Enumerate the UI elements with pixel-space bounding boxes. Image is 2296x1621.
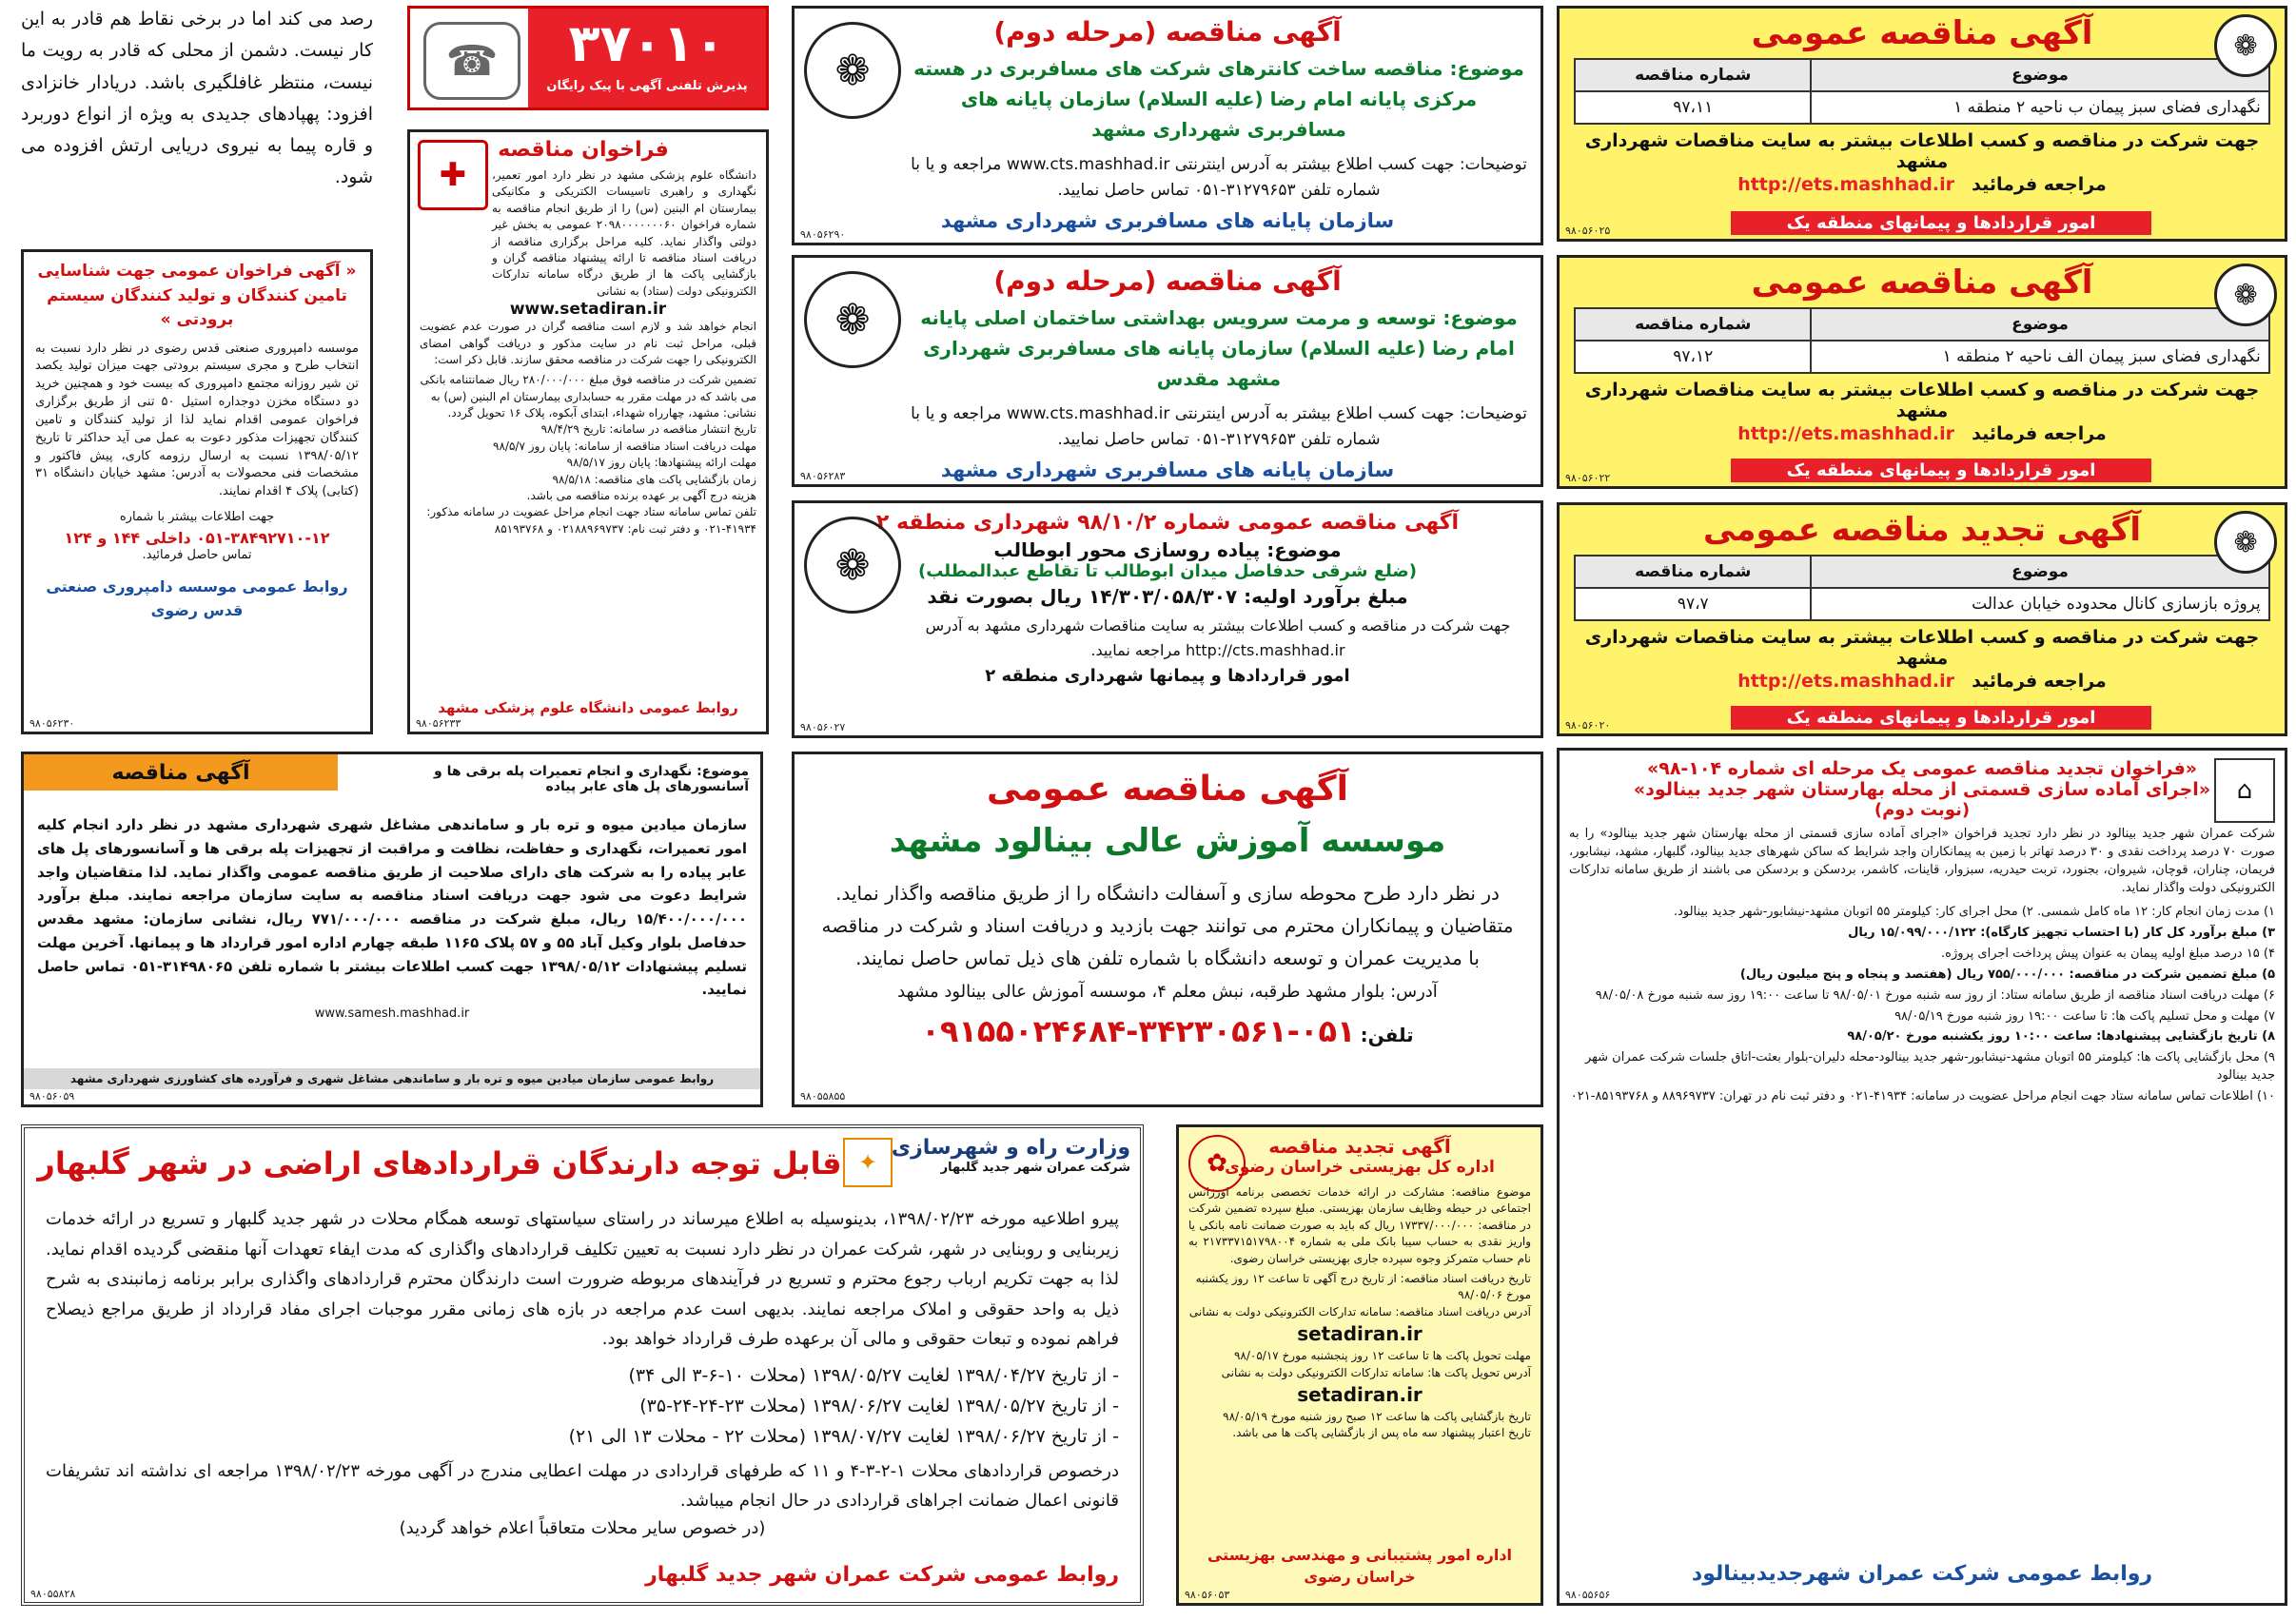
ad-code: ۹۸۰۵۵۸۵۵ <box>800 1090 846 1103</box>
tender-item: ۶) مهلت دریافت اسناد مناقصه از طریق سامانه ستاد: از روز سه شنبه مورخ ۹۸/۰۵/۰۱ تا ساعت ۱۹:۰۰ روز سه شنبه مورخ ۹۸/۰۵/۰۸ <box>1595 987 2275 1003</box>
tender-ad-green-space-b <box>1557 6 2287 242</box>
ad-footer: روابط عمومی دانشگاه علوم پزشکی مشهد <box>438 699 738 716</box>
ad-item: آدرس تحویل پاکت ها: سامانه تدارکات الکترونیکی دولت به نشانی <box>1221 1365 1531 1379</box>
ad-code: ۹۸۰۵۵۸۲۸ <box>30 1588 76 1600</box>
ad-footer: امور قراردادها و پیمانها شهرداری منطقه ۲ <box>985 666 1350 687</box>
ad-description: توضیحات: جهت کسب اطلاع بیشتر به آدرس اینترنتی www.cts.mashhad.ir مراجعه و یا با شماره تلفن ۳۱۲۷۹۶۵۳-۰۵۱ تماس حاصل نمایید. <box>911 404 1527 450</box>
news-column <box>21 4 373 223</box>
ad-title: آگهی مناقصه عمومی <box>987 770 1348 809</box>
municipality-logo: ❁ <box>804 271 901 368</box>
refer-text: مراجعه فرمائید <box>1972 671 2107 692</box>
col-subject: موضوع <box>1811 556 2268 588</box>
ad-footer: سازمان پایانه های مسافربری شهرداری مشهد <box>940 209 1395 233</box>
tender-round: (نوبت دوم) <box>1874 800 1971 820</box>
ministry-brand <box>892 1136 1130 1178</box>
ad-item: تاریخ بازگشایی پاکت ها ساعت ۱۲ صبح روز شنبه مورخ ۹۸/۰۵/۱۹ <box>1223 1409 1531 1423</box>
notice-note: (در خصوص سایر محلات متعاقباً اعلام خواهد گردید) <box>399 1517 766 1538</box>
ad-estimate: مبلغ برآورد اولیه: ۱۴/۳۰۳/۰۵۸/۳۰۷ ریال بصورت نقد <box>927 585 1408 608</box>
elevator-tender <box>21 752 763 1107</box>
ad-title: آگهی تجدید مناقصه عمومی <box>1703 511 2141 549</box>
ad-footer: سازمان پایانه های مسافربری شهرداری مشهد <box>940 459 1395 482</box>
ad-footer: اداره امور پشتیبانی و مهندسی بهزیستی خراسان رضوی <box>1207 1546 1513 1586</box>
ad-body: دانشگاه علوم پزشکی مشهد در نظر دارد امور تعمیر، نگهداری و راهبری تاسیسات الکتریکی و مکانیکی بیمارستان ام البنین (س) را از طریق انجام مناقصه به شماره فراخوان ۲۰۹۸۰۰۰۰۰۰۰۶۰ عمومی به بخش غیر دولتی واگذار نماید. کلیه مراحل برگزاری مناقصه از دریافت اسناد مناقصه تا ارائه پیشنهاد مناقصه گران و بازگشایی پاکت ها از طریق درگاه سامانه تدارکات الکترونیکی دولت (ستاد) به نشانی <box>492 168 756 298</box>
ad-subject: موضوع: پیاده روسازی محور ابوطالب <box>993 538 1342 561</box>
tender-item: ۷) مهلت و محل تسلیم پاکت ها: تا ساعت ۱۹:۰۰ روز شنبه مورخ ۹۸/۰۵/۱۹ <box>1894 1008 2275 1024</box>
municipality-logo: ❁ <box>804 517 901 614</box>
tender-item: ۳) مبلغ برآورد کل کار (با احتساب تجهیز کارگاه): ۱۵/۰۹۹/۰۰۰/۱۲۲ ریال <box>1848 926 2275 941</box>
ad-subject: موضوع: مناقصه ساخت کانترهای شرکت های مسافربری در هسته مرکزی پایانه امام رضا (علیه السلام) سازمان پایانه های مسافربری شهرداری مشهد <box>913 57 1524 141</box>
ad-title: آگهی مناقصه (مرحله دوم) <box>993 265 1342 297</box>
tender-subject: نگهداری فضای سبز پیمان ب ناحیه ۲ منطقه ۱ <box>1811 91 2268 124</box>
ad-items <box>410 368 766 541</box>
ad-item: مهلت تحویل پاکت ها تا ساعت ۱۲ روز پنجشنبه مورخ ۹۸/۰۵/۱۷ <box>1233 1349 1531 1363</box>
municipality-logo: ❁ <box>2214 14 2277 77</box>
ad-title: آگهی مناقصه عمومی شماره ۹۸/۱۰/۲ شهرداری منطقه ۲ <box>875 511 1460 535</box>
ad-body: با مدیریت عمران و توسعه دانشگاه با شماره تلفن های ذیل تماس حاصل نمایند. <box>855 947 1480 969</box>
ad-header: آگهی مناقصه <box>111 760 250 785</box>
ad-body: در نظر دارد طرح محوطه سازی و آسفالت دانشگاه را از طریق مناقصه واگذار نماید. <box>835 882 1500 905</box>
welfare-logo: ✿ <box>1188 1135 1246 1192</box>
ad-code: ۹۸۰۵۶۲۸۳ <box>800 470 846 482</box>
welfare-tender <box>1176 1124 1543 1606</box>
ad-item: زمان بازگشایی پاکت های مناقصه: ۹۸/۵/۱۸ <box>552 472 756 486</box>
tender-ad-green-space-a <box>1557 255 2287 489</box>
col-subject: موضوع <box>1811 308 2268 341</box>
tender-table <box>1574 58 2270 125</box>
tender-title: «فراخوان تجدید مناقصه عمومی یک مرحله ای شماره ۱۰۴-۹۸» <box>1646 758 2198 779</box>
dairy-institute-call <box>21 249 373 734</box>
tender-item: ۴) ۱۵ درصد مبلغ اولیه پیمان به عنوان پیش پرداخت اجرای پروژه. <box>1941 947 2275 962</box>
tender-subject: پروژه بازسازی کانال محدوده خیابان عدالت <box>1811 588 2268 620</box>
ad-subject-detail: (ضلع شرقی حدفاصل میدان ابوطالب تا تقاطع عبدالمطلب) <box>917 561 1417 581</box>
info-label: جهت اطلاعات بیشتر با شماره <box>119 510 275 525</box>
ad-body: سازمان میادین میوه و تره بار و ساماندهی مشاغل شهری شهرداری مشهد در نظر دارد انجام کلیه امور تعمیرات، نگهداری و حفاظت، نظافت و مراقبت از تجهیزات پله برقی ها و آسانسورهای پل های عابر پیاده را به شرکت های دارای صلاحیت از طریق مناقصه عمومی واگذار نماید. لذا متقاضیان واجد شرایط دعوت می شود جهت دریافت اسناد مناقصه به سایت سازمان مراجعه نمایند. مبلغ برآورد ۱۵/۴۰۰/۰۰۰/۰۰۰ ریال، مبلغ شرکت در مناقصه ۷۷۱/۰۰۰/۰۰۰ ریال، نشانی سازمان: مشهد مقدس حدفاصل بلوار وکیل آباد ۵۵ و ۵۷ پلاک ۱۱۶۵ طبقه چهارم اداره امور قرارداد ها و پیمانها. آخرین مهلت تسلیم پیشنهادات ۱۳۹۸/۰۵/۱۲ جهت کسب اطلاعات بیشتر با شماره تلفن ۳۱۴۹۸۰۶۵-۰۵۱ تماس حاصل نمایید. <box>37 816 747 999</box>
ad-code: ۹۸۰۵۶۰۵۳ <box>1185 1589 1230 1601</box>
ad-description: جهت شرکت در مناقصه و کسب اطلاعات بیشتر به سایت مناقصات شهرداری مشهد به آدرس http://cts.mashhad.ir مراجعه نمایید. <box>925 616 1511 659</box>
ad-footer: روابط عمومی سازمان میادین میوه و تره بار و ساماندهی مشاغل شهری و فرآورده های کشاورزی شهرداری مشهد <box>24 1068 760 1089</box>
news-text: رصد می کند اما در برخی نقاط هم قادر به این کار نیست. دشمن از محلی که قادر به رویت ما نیست، منتظر غافلگیری باشد. دریادار خانزادی افزود: پهپادهای جدیدی به ویژه از انواع دوربرد و قاره پیما به نیروی دریایی ارتش افزوده می شود. <box>21 9 373 188</box>
tender-item: ۱) مدت زمان انجام کار: ۱۲ ماه کامل شمسی. ۲) محل اجرای کار: کیلومتر ۵۵ اتوبان مشهد-نیشابور-شهر جدید بینالود. <box>1673 905 2275 920</box>
ad-title: فراخوان مناقصه <box>498 138 669 162</box>
phone-label: تلفن: <box>1360 1023 1414 1046</box>
ad-item: مهلت ارائه پیشنهادها: پایان روز ۹۸/۵/۱۷ <box>566 456 756 470</box>
ad-footer: روابط عمومی موسسه دامپروری صنعتی قدس رضوی <box>46 576 348 620</box>
contact-text: تماس حاصل فرمائید. <box>142 547 252 562</box>
ad-subject: موضوع: توسعه و مرمت سرویس بهداشتی ساختمان اصلی پایانه امام رضا (علیه السلام) سازمان پایانه های مسافربری شهرداری مشهد مقدس <box>920 306 1518 390</box>
ad-code: ۹۸۰۵۶۲۹۰ <box>800 228 846 241</box>
ad-code: ۹۸۰۵۶۰۵۹ <box>29 1090 75 1103</box>
col-number: شماره مناقصه <box>1575 556 1811 588</box>
tender-link[interactable]: http://ets.mashhad.ir <box>1737 423 1954 444</box>
tender-table <box>1574 555 2270 621</box>
ad-org: اداره کل بهزیستی خراسان رضوی <box>1225 1158 1495 1177</box>
tender-number: ۹۷،۱۱ <box>1575 91 1811 124</box>
tender-number: ۹۷،۷ <box>1575 588 1811 620</box>
setad-link[interactable]: setadiran.ir <box>1297 1382 1423 1406</box>
ad-title: آگهی تجدید مناقصه <box>1268 1135 1451 1158</box>
tender-item: ۸) تاریخ بازگشایی پیشنهادها: ساعت ۱۰:۰۰ روز یکشنبه مورخ ۹۸/۰۵/۲۰ <box>1847 1029 2275 1045</box>
schedule-list <box>25 1355 1140 1458</box>
tender-ad-renewal-canal <box>1557 502 2287 736</box>
ad-body: متقاضیان و پیمانکاران محترم می توانند جهت بازدید و دریافت اسناد و شرکت در مناقصه <box>821 914 1514 937</box>
ad-footer: امور قراردادها و پیمانهای منطقه یک <box>1731 211 2151 235</box>
ad-description: توضیحات: جهت کسب اطلاع بیشتر به آدرس اینترنتی www.cts.mashhad.ir مراجعه و یا با شماره تلفن ۳۱۲۷۹۶۵۳-۰۵۱ تماس حاصل نمایید. <box>911 155 1527 201</box>
ad-item: تاریخ انتشار مناقصه در سامانه: تاریخ ۹۸/۴/۲۹ <box>540 422 756 437</box>
phone-number: ۰۵۱-۳۴۲۳۰۵۶۱-۰۹۱۵۵۰۲۴۶۸۴ <box>921 1012 1356 1049</box>
ad-code: ۹۸۰۵۵۶۵۶ <box>1565 1589 1611 1601</box>
institute-name: موسسه آموزش عالی بینالود مشهد <box>889 822 1446 860</box>
notice-footer: روابط عمومی شرکت عمران شهر جدید گلبهار <box>645 1563 1119 1587</box>
col-number: شماره مناقصه <box>1575 59 1811 91</box>
ad-item: تاریخ اعتبار پیشنهاد سه ماه پس از بازگشایی پاکت ها می باشد. <box>1232 1426 1531 1440</box>
ad-code: ۹۸۰۵۶۰۲۲ <box>1565 472 1611 484</box>
tender-link[interactable]: http://ets.mashhad.ir <box>1737 174 1954 195</box>
ad-code: ۹۸۰۵۶۰۲۵ <box>1565 225 1611 237</box>
municipality-logo: ❁ <box>804 22 901 119</box>
medical-university-tender <box>407 129 769 734</box>
tender-footer: روابط عمومی شرکت عمران شهرجدیدبینالود <box>1691 1562 2153 1586</box>
tender-subject: نگهداری فضای سبز پیمان الف ناحیه ۲ منطقه ۱ <box>1811 341 2268 373</box>
ad-notice: جهت شرکت در مناقصه و کسب اطلاعات بیشتر به سایت مناقصات شهرداری مشهد <box>1584 130 2260 172</box>
ad-notice: جهت شرکت در مناقصه و کسب اطلاعات بیشتر به سایت مناقصات شهرداری مشهد <box>1584 380 2260 421</box>
setad-link[interactable]: setadiran.ir <box>1297 1322 1423 1346</box>
ad-code: ۹۸۰۵۶۲۳۳ <box>416 717 461 730</box>
phone-banner <box>407 6 769 110</box>
tender-item: ۵) مبلغ تضمین شرکت در مناقصه: ۷۵۵/۰۰۰/۰۰۰ ریال (هفتصد و پنجاه و پنج میلیون ریال) <box>1739 967 2275 982</box>
tender-link[interactable]: http://ets.mashhad.ir <box>1737 671 1954 692</box>
ad-footer: امور قراردادها و پیمانهای منطقه یک <box>1731 459 2151 482</box>
ad-phone: ۰۵۱-۳۸۴۹۲۷۱۰-۱۲ داخلی ۱۴۴ و ۱۲۴ <box>64 528 330 547</box>
binalood-city-tender <box>1557 748 2287 1606</box>
schedule-item: - از تاریخ ۱۳۹۸/۰۵/۲۷ لغایت ۱۳۹۸/۰۶/۲۷ (محلات ۲۳-۲۴-۲۴-۳۵) <box>639 1395 1119 1416</box>
ad-item: هزینه درج آگهی بر عهده برنده مناقصه می باشد. <box>526 489 756 503</box>
col-subject: موضوع <box>1811 59 2268 91</box>
ministry-logo: ✦ <box>843 1138 893 1187</box>
notice-body: درخصوص قراردادهای محلات ۱-۲-۳-۴ و ۱۱ که طرفهای قراردادی در مهلت اعطایی مندرج در آگهی مورخه ۱۳۹۸/۰۲/۲۳ مراجعه ای نداشته اند تشریفات قانونی اعمال ضمانت اجراهای قراردادی در حال انجام میباشد. <box>46 1461 1119 1511</box>
banner-subtitle: پذیرش تلفنی آگهی با پیک رایگان <box>546 79 748 93</box>
ad-code: ۹۸۰۵۶۰۲۰ <box>1565 719 1611 732</box>
binalood-institute-tender <box>792 752 1543 1107</box>
ad-title: « آگهی فراخوان عمومی جهت شناسایی تامین کنندگان و تولید کنندگان سیستم برودتی » <box>37 262 357 329</box>
ad-title: آگهی مناقصه (مرحله دوم) <box>993 16 1342 48</box>
refer-text: مراجعه فرمائید <box>1972 174 2107 195</box>
golbahar-notice <box>21 1124 1144 1606</box>
ad-item: تلفن تماس سامانه ستاد جهت انجام مراحل عضویت در سامانه مذکور: ۴۱۹۳۴-۰۲۱ و دفتر ثبت نام: ۰۲۱۸۸۹۶۹۷۳۷ و ۸۵۱۹۳۷۶۸ <box>426 505 756 536</box>
tender-item: ۱۰) اطلاعات تماس سامانه ستاد جهت انجام مراحل عضویت در سامانه: ۴۱۹۳۴-۰۲۱ و دفتر ثبت نام در تهران: ۸۸۹۶۹۷۳۷ و ۸۵۱۹۳۷۶۸-۰۲۱ <box>1570 1088 2275 1103</box>
company-name: شرکت عمران شهر جدید گلبهار <box>940 1161 1130 1175</box>
tender-subtitle: «اجرای آماده سازی قسمتی از محله بهارستان شهر جدید بینالود» <box>1633 779 2211 800</box>
ministry-name: وزارت راه و شهرسازی <box>891 1136 1130 1160</box>
col-number: شماره مناقصه <box>1575 308 1811 341</box>
tender-item: ۹) محل بازگشایی پاکت ها: کیلومتر ۵۵ اتوبان مشهد-نیشابور-شهر جدید بینالود-محله دلیران-بلوار بعثت-اتاق جلسات شرکت عمران شهر جدید بینالود <box>1584 1050 2275 1084</box>
notice-title: قابل توجه دارندگان قراردادهای اراضی در شهر گلبهار <box>37 1145 842 1182</box>
ad-footer: امور قراردادها و پیمانهای منطقه یک <box>1731 706 2151 730</box>
terminal-tender-counters <box>792 6 1543 245</box>
tender-number: ۹۷،۱۲ <box>1575 341 1811 373</box>
schedule-item: - از تاریخ ۱۳۹۸/۰۴/۲۷ لغایت ۱۳۹۸/۰۵/۲۷ (محلات ۱۰-۶-۳ الی ۳۴) <box>628 1364 1119 1386</box>
ad-item: آدرس دریافت اسناد مناقصه: سامانه تدارکات الکترونیکی دولت به نشانی <box>1188 1304 1531 1318</box>
ad-code: ۹۸۰۵۶۲۳۰ <box>29 717 75 730</box>
ad-title: آگهی مناقصه عمومی <box>1751 264 2093 302</box>
municipality-logo: ❁ <box>2214 264 2277 326</box>
tender-body: شرکت عمران شهر جدید بینالود در نظر دارد تجدید فراخوان «اجرای آماده سازی قسمتی از محله بهارستان شهر جدید بینالود» را به صورت ۷۰ درصد پرداخت نقدی و ۳۰ درصد تهاتر با زمین به پیمانکاران واجد شرایط که ساکن شهرهای جدید بینالود، گلبهار، مشهد، نیشابور، فریمان، چناران، قوچان، شیروان، بجنورد، تربت حیدریه، سبزوار، قاینات، کاشمر، بردسکن و بردسکن می باشند از طریق سامانه تدارکات الکترونیکی دولت واگذار نماید. <box>1569 827 2276 895</box>
tender-items <box>1560 897 2285 1112</box>
ad-address: آدرس: بلوار مشهد طرقبه، نبش معلم ۴، موسسه آموزش عالی بینالود مشهد <box>897 982 1438 1002</box>
university-logo: ✚ <box>418 140 488 210</box>
ad-notice: جهت شرکت در مناقصه و کسب اطلاعات بیشتر به سایت مناقصات شهرداری مشهد <box>1584 627 2260 669</box>
ad-item: مهلت دریافت اسناد مناقصه از سامانه: پایان روز ۹۸/۵/۷ <box>493 439 756 453</box>
ad-code: ۹۸۰۵۶۰۲۷ <box>800 721 846 733</box>
ad-item: تاریخ دریافت اسناد مناقصه: از تاریخ درج آگهی تا ساعت ۱۲ روز یکشنبه مورخ ۹۸/۰۵/۰۶ <box>1195 1271 1531 1302</box>
ad-title: آگهی مناقصه عمومی <box>1751 14 2093 52</box>
ad-body: موضوع مناقصه: مشارکت در ارائه خدمات تخصصی برنامه اورژانس اجتماعی در حیطه وظایف سازمان بهزیستی. مبلغ سپرده تضمین شرکت در مناقصه: ۱۷۳۳۷/۰۰۰/۰۰۰ ریال که باید به صورت ضمانت نامه بانکی یا واریز نقدی به حساب سیبا بانک ملی به شماره ۲۱۷۳۳۷۱۵۱۷۹۸۰۰۴ به نام حساب متمرکز وجوه سپرده جاری بهزیستی خراسان رضوی. <box>1188 1185 1532 1265</box>
tender-table <box>1574 307 2270 374</box>
banner-number: ۳۷۰۱۰ <box>568 13 726 73</box>
notice-body: پیرو اطلاعیه مورخه ۱۳۹۸/۰۲/۲۳، بدینوسیله به اطلاع میرساند در راستای سیاستهای توسعه همگام محلات در شهر جدید گلبهار و تسریع در ارائه خدمات زیربنایی و روبنایی در شهر، شرکت عمران در نظر دارد نسبت به تعیین تکلیف قراردادهای واگذاری که مدت ایفاء تعهدات آنها منقضی گردیده اقدام نماید. لذا به جهت تکریم ارباب رجوع محترم و تسریع در فرآیندهای مربوطه ضرورت است دارندگان محترم قراردادهای واگذاری برابر برنامه زمانبندی به شرح ذیل به واحد حقوقی و املاک مراجعه نمایند. بدیهی است عدم مراجعه در بازه های زمانی مقرر موجبات اجرای مفاد قرارداد از طریق مراجع ذیصلاح فراهم نموده و تبعات حقوقی و مالی آن برعهده طرف قرارداد خواهد بود. <box>46 1209 1120 1349</box>
ad-items <box>1179 1267 1540 1446</box>
schedule-item: - از تاریخ ۱۳۹۸/۰۶/۲۷ لغایت ۱۳۹۸/۰۷/۲۷ (محلات ۲۲ - محلات ۱۳ الی ۲۱) <box>568 1426 1119 1448</box>
ad-subject: موضوع: نگهداری و انجام تعمیرات پله برقی ها و آسانسورهای پل های عابر پیاده <box>434 764 749 794</box>
binalood-logo: ⌂ <box>2214 758 2275 823</box>
refer-text: مراجعه فرمائید <box>1972 423 2107 444</box>
ad-body: موسسه دامپروری صنعتی قدس رضوی در نظر دارد نسبت به انتخاب طرح و مجری سیستم برودتی جهت میزان تولید یکصد تن شیر روزانه مجتمع دامپروری که بیست خود و همچنین خرید دو دستگاه مخزن دوجداره استیل ۵۰ تنی از طریق برگزاری فراخوان عمومی اقدام نماید لذا از تولید کنندگان و تامین کنندگان تجهیزات مذکور دعوت به عمل می آید حداکثر تا تاریخ ۱۳۹۸/۰۵/۱۲ نسبت به ارسال رزومه کاری، پیش فاکتور و مشخصات فنی محصولات به آدرس: مشهد خیابان دانشگاه ۳۱ (کتابی) پلاک ۴ اقدام نمایند. <box>35 341 359 499</box>
ad-item: تضمین شرکت در مناقصه فوق مبلغ ۲۸۰/۰۰۰/۰۰۰ ریال ضمانتنامه بانکی می باشد که در مهلت مقرر به حسابداری بیمارستان ام البنین (س) به نشانی: مشهد، چهارراه شهداء، ابتدای آبکوه، پلاک ۱۶ تحویل گردد. <box>420 373 756 420</box>
setad-link[interactable]: www.setadiran.ir <box>509 300 667 320</box>
ad-site[interactable]: www.samesh.mashhad.ir <box>314 1006 470 1021</box>
terminal-tender-restroom <box>792 255 1543 487</box>
municipality-logo: ❁ <box>2214 511 2277 574</box>
ad-body: انجام خواهد شد و لازم است مناقصه گران در صورت عدم عضویت قبلی، مراحل ثبت نام در سایت مذکور و دریافت گواهی امضای الکترونیکی را جهت شرکت در مناقصه محقق سازند. قابل ذکر است: <box>420 320 756 366</box>
phone-icon: ☎ <box>423 22 520 100</box>
region2-tender <box>792 500 1543 738</box>
